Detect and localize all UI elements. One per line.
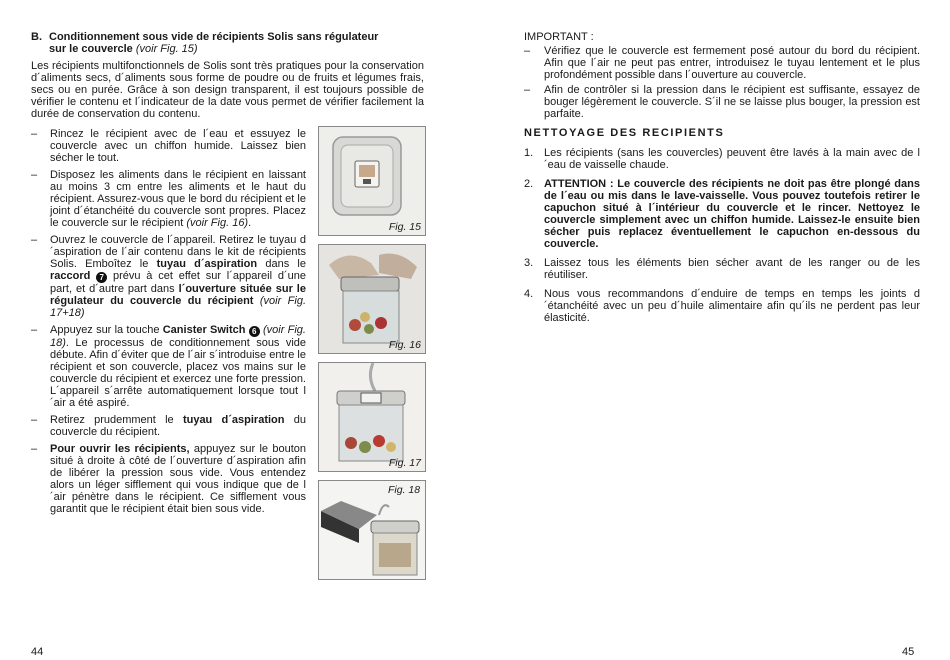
- list-item: – Disposez les aliments dans le récipient en laissant au moins 3 cm entre les aliments et le haut du récipient. Assurez-vous que le bord du récipient et le joint d´étanchéité du couvercle sont propres. Placez le couvercle sur le récipient (voir Fig. 16).: [31, 169, 306, 229]
- figure-17-caption: Fig. 17: [388, 457, 421, 469]
- figure-16-caption: Fig. 16: [388, 339, 421, 351]
- heading-line2: sur le couvercle: [49, 43, 133, 55]
- list-item: – Vérifiez que le couvercle est fermement posé autour du bord du récipient. Afin que l´air ne peut pas entrer, introduisez le tuyau lentement et le plus profondément possible dans l´ouverture au couvercle.: [524, 45, 920, 81]
- container-with-hose-image: [319, 363, 425, 471]
- right-page: [475, 0, 950, 660]
- number-7-icon: 7: [96, 272, 107, 283]
- list-item: – Retirez prudemment le tuyau d´aspiration du couvercle du récipient.: [31, 414, 306, 438]
- section-label: B.: [31, 31, 42, 43]
- list-item: 3. Laissez tous les éléments bien sécher avant de les ranger ou de les réutiliser.: [524, 257, 920, 281]
- figure-15: [318, 126, 426, 236]
- figure-17: [318, 362, 426, 472]
- instruction-list: [31, 128, 306, 520]
- figure-15-caption: Fig. 15: [388, 221, 421, 233]
- list-item: – Ouvrez le couvercle de l´appareil. Retirez le tuyau d´aspiration de l´air contenu dans le kit de récipients Solis. Emboîtez le tuyau d´aspiration dans le raccord 7 prévu à cet effet sur l´appareil d´une part, et d´autre part dans l´ouverture située sur le régulateur du couvercle du récipient (voir Fig. 17+18): [31, 234, 307, 319]
- heading-line1: Conditionnement sous vide de récipients Solis sans régulateur: [49, 31, 379, 43]
- list-item: 2. ATTENTION : Le couvercle des récipients ne doit pas être plongé dans de l´eau ou mis dans le lave-vaisselle. Vous pouvez toutefois retirer le capuchon situé à l´intérieur du couvercle et le rincer. Nettoyez le couvercle simplement avec un chiffon humide. Laissez-le ensuite bien sécher puis replacez éventuellement le capuchon en-dessous du couvercle.: [524, 178, 920, 250]
- intro-paragraph: Les récipients multifonctionnels de Solis sont très pratiques pour la conservation d´aliments secs, d´aliments sous forme de poudre ou de fruits et légumes frais, secs ou en purée. Grâce à son design transparent, il est toujours possible de vérifier le contenu et l´indicateur de la date vous permet de vérifier facilement la durée de conservation du contenu.: [31, 60, 424, 120]
- list-item: – Rincez le récipient avec de l´eau et essuyez le couvercle avec un chiffon humide. Laissez bien sécher le tout.: [31, 128, 306, 164]
- cleaning-list: [524, 147, 920, 331]
- list-item: 4. Nous vous recommandons d´enduire de temps en temps les joints d´étanchéité avec un peu d´huile alimentaire afin qu´ils ne perdent pas leur élasticité.: [524, 288, 920, 324]
- figure-16: [318, 244, 426, 354]
- page-number-right: 45: [902, 646, 915, 658]
- heading-ref: (voir Fig. 15): [135, 43, 198, 55]
- figure-18-caption: Fig. 18: [388, 484, 421, 496]
- list-item: – Pour ouvrir les récipients, appuyez sur le bouton situé à droite à côté de l´ouverture d´aspiration afin de libérer la pression sous vide. Vous entendez alors un léger sifflement qui vous indique que de l´air pénètre dans le récipient. Ce sifflement vous garantit que le récipient était bien sous vide.: [31, 443, 306, 515]
- list-item: – Afin de contrôler si la pression dans le récipient est suffisante, essayez de bouger légèrement le couvercle. S´il ne se laisse plus bouger, la pression est parfaite.: [524, 84, 920, 120]
- hands-closing-lid-image: [319, 245, 425, 353]
- number-6-icon: 6: [249, 326, 260, 337]
- important-box: [524, 31, 920, 123]
- list-item: 1. Les récipients (sans les couvercles) peuvent être lavés à la main avec de l´eau de vaisselle chaude.: [524, 147, 920, 171]
- important-list: [524, 45, 920, 120]
- important-title: IMPORTANT :: [524, 31, 594, 43]
- section-heading: [31, 31, 424, 55]
- container-top-view-image: [319, 127, 425, 235]
- list-item: – Appuyez sur la touche Canister Switch 6 (voir Fig. 18). Le processus de conditionnement sous vide débute. Afin d´éviter que de l´air s´introduise entre le récipient et son couvercle, placez vos mains sur le couvercle du récipient et exercez une forte pression. L´appareil s´arrête automatiquement lorsque tout l´air a été aspiré.: [31, 324, 306, 409]
- page-number-left: 44: [31, 646, 44, 658]
- nettoyage-heading: NETTOYAGE DES RECIPIENTS: [524, 127, 725, 139]
